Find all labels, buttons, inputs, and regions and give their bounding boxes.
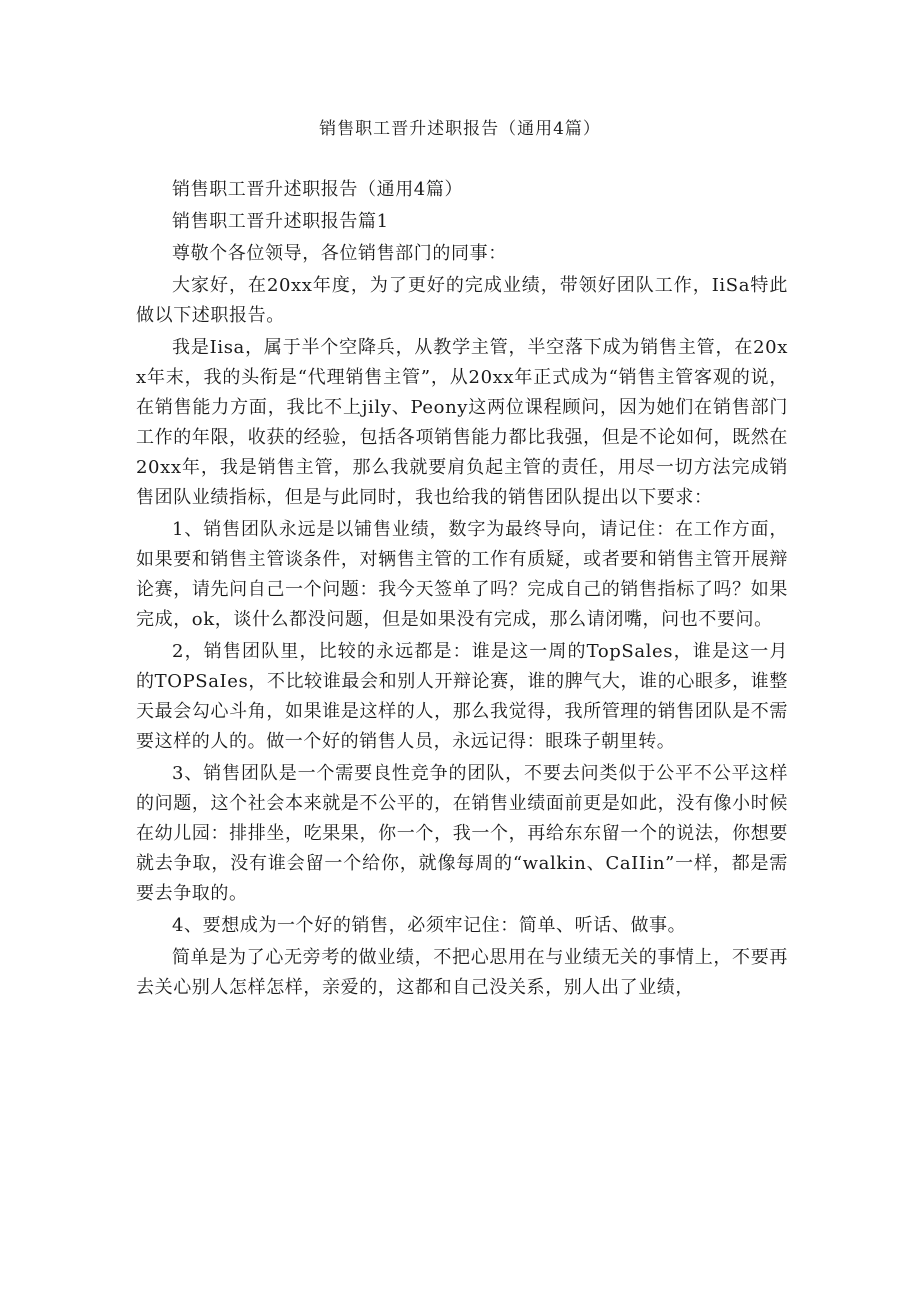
paragraph-section-heading: 销售职工晋升述职报告篇1 (172, 211, 389, 232)
paragraph-requirement-3: 3、销售团队是一个需要良性竞争的团队，不要去问类似于公平不公平这样的问题，这个社会本来就是不公平的，在销售业绩面前更是如此，没有像小时候在幼儿园：排排坐，吃果果，你一个，我一个，再给东东留一个的说法，你想要就去争取，没有谁会留一个给你，就像每周的“walkin、CaIIin”一样，都是需要去争取的。 (136, 763, 788, 904)
paragraph-salutation: 尊敬个各位领导，各位销售部门的同事： (172, 243, 507, 264)
paragraph-greeting: 大家好，在20xx年度，为了更好的完成业绩，带领好团队工作，IiSa特此做以下述职报告。 (136, 275, 788, 326)
document-body (136, 175, 788, 1005)
paragraph-explanation: 简单是为了心无旁考的做业绩，不把心思用在与业绩无关的事情上，不要再去关心别人怎样怎样，亲爱的，这都和自己没关系，别人出了业绩， (136, 947, 788, 998)
paragraph-requirement-1: 1、销售团队永远是以铺售业绩，数字为最终导向，请记住：在工作方面，如果要和销售主管谈条件，对辆售主管的工作有质疑，或者要和销售主管开展辩论赛，请先问自己一个问题：我今天签单了吗？完成自己的销售指标了吗？如果完成，ok，谈什么都没问题，但是如果没有完成，那么请闭嘴，问也不要问。 (136, 519, 788, 630)
paragraph-requirement-4: 4、要想成为一个好的销售，必须牢记住：简单、听话、做事。 (172, 915, 687, 936)
paragraph-subtitle: 销售职工晋升述职报告（通用4篇） (172, 179, 464, 200)
paragraph-requirement-2: 2，销售团队里，比较的永远都是：谁是这一周的TopSales，谁是这一月的TOPSaIes，不比较谁最会和别人开辩论赛，谁的脾气大，谁的心眼多，谁整天最会勾心斗角，如果谁是这样的人，那么我觉得，我所管理的销售团队是不需要这样的人的。做一个好的销售人员，永远记得：眼珠子朝里转。 (136, 641, 788, 752)
paragraph-introduction: 我是Iisa，属于半个空降兵，从教学主管，半空落下成为销售主管，在20xx年末，我的头衔是“代理销售主管”，从20xx年正式成为“销售主管客观的说，在销售能力方面，我比不上jily、Peony这两位课程顾问，因为她们在销售部门工作的年限，收获的经验，包括各项销售能力都比我强，但是不论如何，既然在20xx年，我是销售主管，那么我就要肩负起主管的责任，用尽一切方法完成销售团队业绩指标，但是与此同时，我也给我的销售团队提出以下要求： (136, 337, 788, 508)
document-title: 销售职工晋升述职报告（通用4篇） (319, 119, 601, 139)
